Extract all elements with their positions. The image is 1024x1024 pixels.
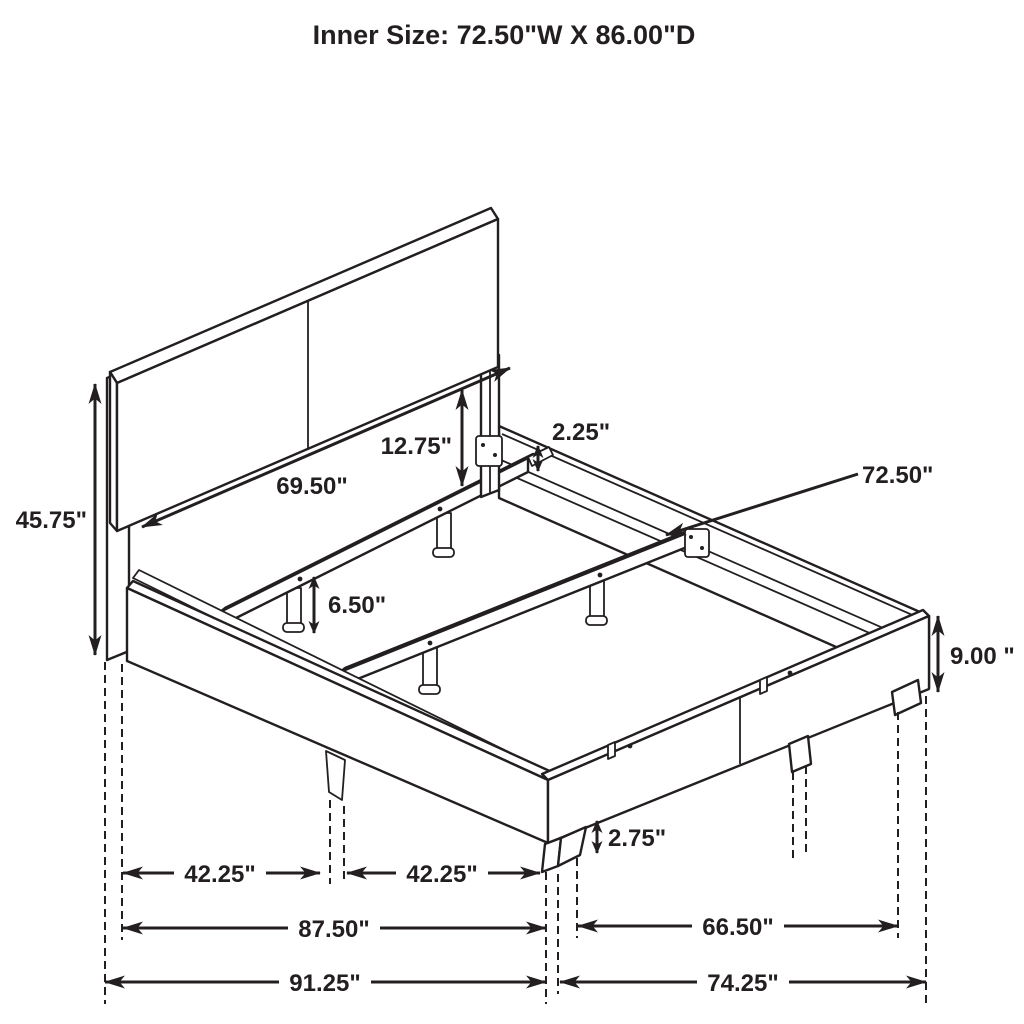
- screw-hole: [428, 641, 433, 646]
- support-leg-foot: [586, 616, 607, 625]
- support-leg: [437, 513, 451, 549]
- support-leg: [590, 581, 604, 617]
- support-leg: [423, 648, 437, 686]
- dim-side-rail-height: [938, 616, 1015, 692]
- dimension-label: 2.75": [608, 825, 667, 852]
- support-leg-foot: [419, 685, 440, 694]
- dim-span-91: [105, 968, 546, 997]
- dimension-label: 12.75": [380, 433, 452, 460]
- dim-span-42a: [123, 859, 320, 888]
- foot-rail-face: [548, 616, 929, 843]
- mounting-bracket: [685, 529, 709, 557]
- dimension-label: 45.75": [15, 507, 87, 534]
- cross-rail-front: [340, 533, 687, 686]
- bracket-hole: [700, 546, 704, 550]
- foot-rail: [542, 610, 929, 872]
- bracket-hole: [493, 453, 497, 457]
- screw-hole: [438, 507, 443, 512]
- left-rail-mid-leg: [326, 751, 345, 800]
- dimension-label: 6.50": [328, 592, 387, 619]
- support-leg-foot: [283, 623, 304, 632]
- dim-foot-leg-height: [597, 821, 666, 853]
- dimension-label: 91.25": [289, 970, 361, 997]
- dimension-label: 72.50": [862, 462, 934, 489]
- dim-center-leg-height: [314, 577, 386, 633]
- dimension-label: 87.50": [298, 916, 370, 943]
- dimension-label: 74.25": [707, 970, 779, 997]
- foot-rail-slot: [760, 677, 767, 694]
- dim-headboard-height: [16, 384, 95, 655]
- dimension-label: 66.50": [702, 914, 774, 941]
- dimension-label: 42.25": [406, 861, 478, 888]
- dim-span-66: [578, 912, 898, 941]
- diagram-title: Inner Size: 72.50"W X 86.00"D: [312, 20, 696, 50]
- screw-hole: [788, 671, 793, 676]
- foot-mid-leg: [789, 736, 811, 772]
- dim-span-42b: [347, 859, 540, 888]
- dimension-label: 42.25": [184, 861, 256, 888]
- bracket-hole: [481, 443, 485, 447]
- mounting-bracket: [476, 436, 502, 466]
- leader-line: [666, 474, 858, 535]
- dim-span-74: [560, 968, 926, 997]
- bracket-hole: [689, 535, 693, 539]
- screw-hole: [298, 577, 303, 582]
- support-leg: [287, 588, 301, 624]
- foot-rail-slot: [608, 742, 615, 759]
- screw-hole: [598, 573, 603, 578]
- dimension-label: 2.25": [552, 419, 611, 446]
- screw-hole: [628, 744, 633, 749]
- dim-span-87: [123, 914, 546, 943]
- dimension-label: 69.50": [276, 473, 348, 500]
- dimension-label: 9.00 ": [950, 643, 1015, 670]
- support-leg-foot: [433, 548, 454, 557]
